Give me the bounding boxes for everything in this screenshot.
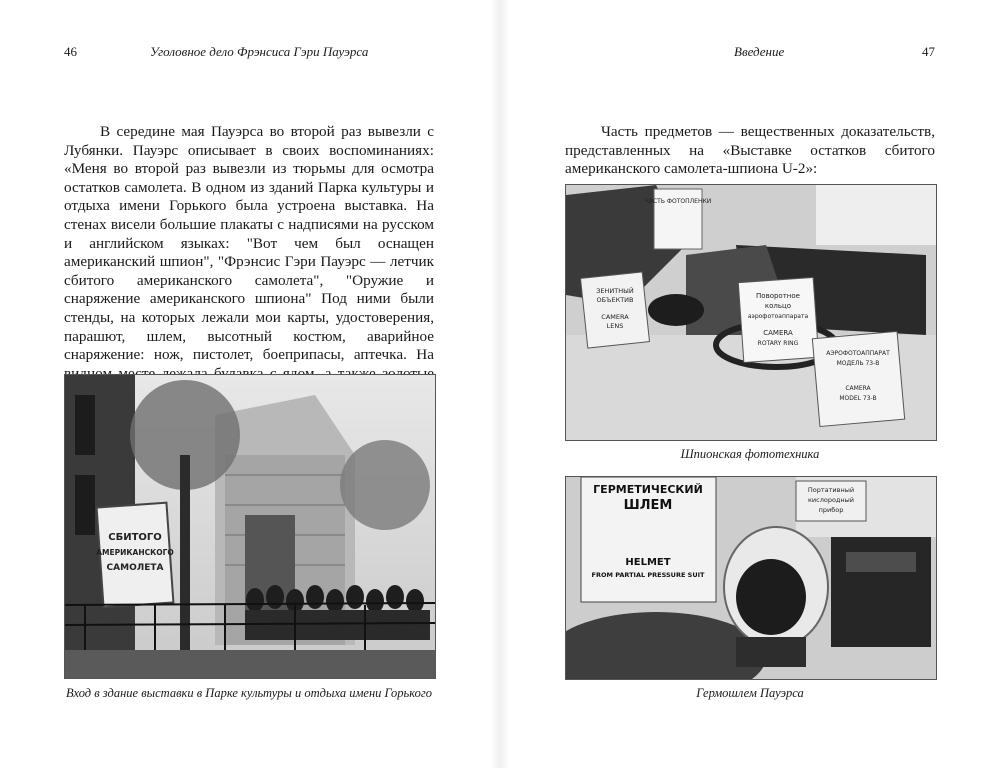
left-paragraph: В середине мая Пауэрса во второй раз вывезли с Лубянки. Пауэрс описывает в своих воспоминаниях: «Меня во второй раз вывезли из тюрьмы для осмотра остатков самолета. В одном из зданий Парка культуры и отдыха имени Горького была устроена выставка. На стенах висели большие плакаты с надписями на русском и английском языках: "Вот чем был оснащен американский шпион", "Фрэнсис Гэри Пауэрс — летчик сбитого американского самолета", "Оружие и снаряжение американского шпиона" Под ними были стенды, на которых лежали мои карты, удостоверения, парашют, шлем, высотный костюм, аварийное снаряжение: нож, пистолет, боеприпасы, аптечка. На	[64, 123, 434, 364]
exhibition-entrance-photo	[64, 374, 436, 679]
right-running-head: Введение	[734, 44, 785, 59]
spy-camera-caption: Шпионская фототехника	[680, 447, 820, 461]
exhibition-entrance-image	[65, 375, 435, 678]
card-b-line-4: CAMERA	[763, 329, 793, 337]
right-page-number: 47	[922, 44, 935, 59]
helmet-sign-line-1: ГЕРМЕТИЧЕСКИЙ	[593, 483, 703, 496]
helmet-sign-line-2: ШЛЕМ	[623, 498, 673, 513]
sign-line-3: САМОЛЕТА	[106, 563, 164, 573]
helmet-image	[566, 477, 936, 679]
entrance-photo-caption: Вход в здание выставки в Парке культуры и отдыха имени Горького	[66, 686, 432, 700]
card-a-line-2: ОБЪЕКТИВ	[596, 296, 634, 304]
left-page-number: 46	[64, 44, 77, 59]
right-page	[500, 0, 1001, 768]
right-paragraph: Часть предметов — вещественных доказательств, представленных на «Выставке остатков сбитого американского самолета-шпиона U-2»:	[565, 123, 935, 178]
helmet-photo	[565, 476, 937, 680]
card-b-line-1: Поворотное	[756, 292, 800, 300]
card-c-line-4: MODEL 73-B	[839, 395, 877, 402]
card-c-line-3: CAMERA	[845, 385, 871, 392]
helmet-sign-line-3: HELMET	[625, 557, 671, 568]
sign-line-1: СБИТОГО	[108, 532, 162, 543]
left-running-head: Уголовное дело Фрэнсиса Гэри Пауэрса	[150, 44, 369, 59]
card-c-line-1: АЭРОФОТОАППАРАТ	[826, 350, 890, 357]
helmet-sign-line-4: FROM PARTIAL PRESSURE SUIT	[591, 571, 705, 579]
oxygen-sign-line-2: кислородный	[807, 496, 855, 504]
helmet-caption: Гермошлем Пауэрса	[696, 686, 804, 700]
oxygen-sign-line-3: прибор	[818, 506, 844, 514]
card-a-line-3: CAMERA	[601, 313, 629, 321]
right-body-text	[565, 123, 935, 179]
left-page	[0, 0, 500, 768]
card-c-line-2: МОДЕЛЬ 73-В	[836, 360, 880, 367]
card-a-line-1: ЗЕНИТНЫЙ	[596, 287, 634, 295]
card-b-line-2: кольцо	[764, 302, 792, 310]
spy-camera-image	[566, 185, 936, 440]
card-b-line-3: аэрофотоаппарата	[747, 313, 809, 320]
sign-line-2: АМЕРИКАНСКОГО	[96, 548, 174, 557]
card-a-line-4: LENS	[606, 322, 624, 330]
oxygen-sign-line-1: Портативный	[807, 486, 855, 494]
card-b-line-5: ROTARY RING	[757, 340, 799, 347]
card-top-line-1: ЧАСТЬ ФОТОПЛЕНКИ	[644, 198, 712, 205]
spy-camera-photo	[565, 184, 937, 441]
